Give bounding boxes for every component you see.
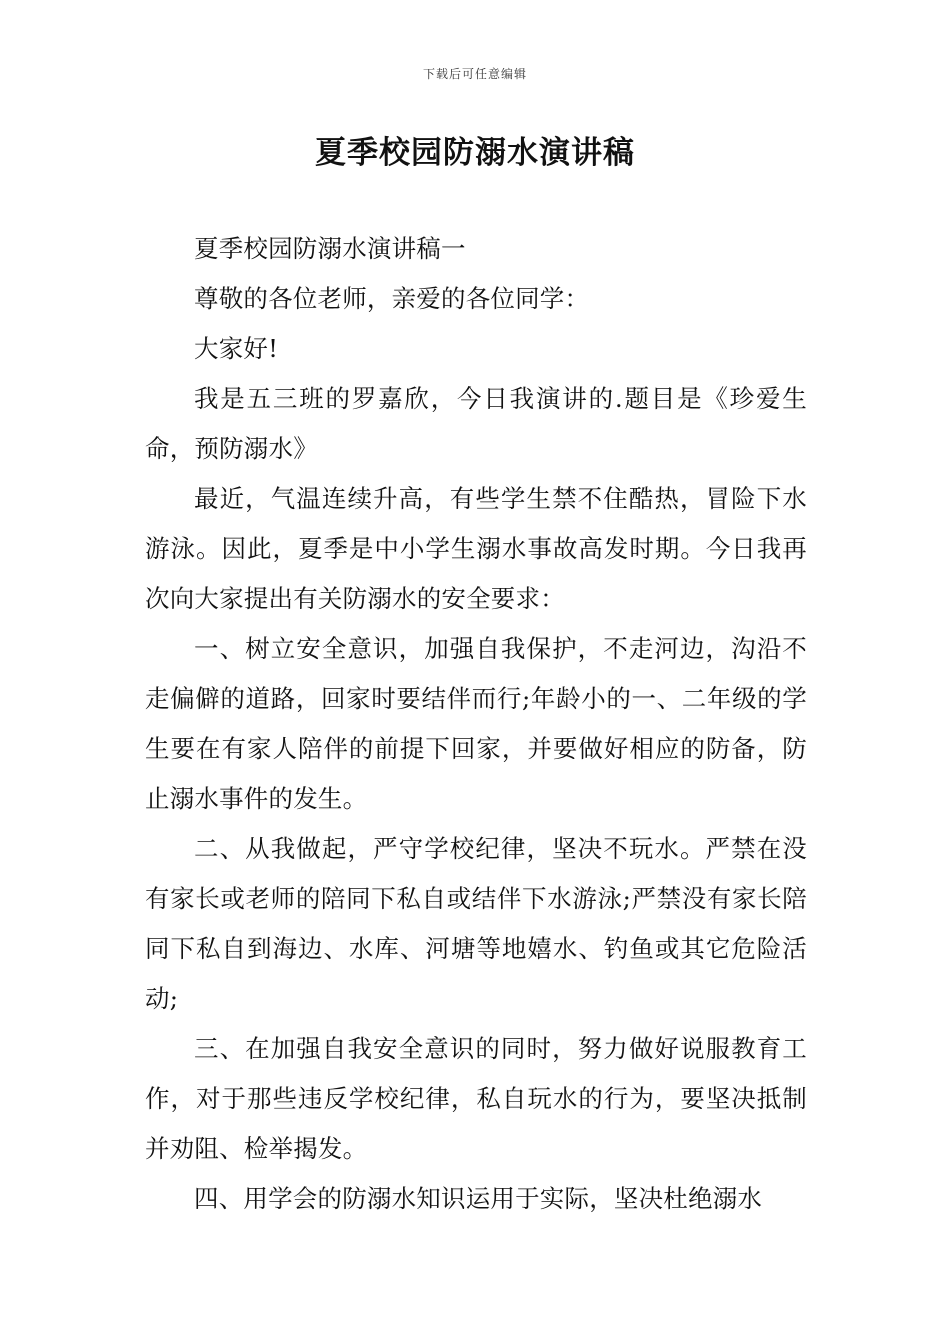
paragraph-subtitle: 夏季校园防溺水演讲稿一: [194, 234, 466, 263]
paragraph-salutation: 尊敬的各位老师，亲爱的各位同学：: [194, 284, 590, 313]
paragraph-point-two: 二、从我做起，严守学校纪律，坚决不玩水。严禁在没有家长或老师的陪同下私自或结伴下水游泳;严禁没有家长陪同下私自到海边、水库、河塘等地嬉水、钓鱼或其它危险活动;: [145, 834, 807, 1013]
paragraph-context: 最近，气温连续升高，有些学生禁不住酷热，冒险下水游泳。因此，夏季是中小学生溺水事故高发时期。今日我再次向大家提出有关防溺水的安全要求：: [145, 484, 807, 613]
paragraph-point-three: 三、在加强自我安全意识的同时，努力做好说服教育工作，对于那些违反学校纪律，私自玩水的行为，要坚决抵制并劝阻、检举揭发。: [145, 1034, 807, 1163]
paragraph-introduction: 我是五三班的罗嘉欣，今日我演讲的.题目是《珍爱生命，预防溺水》: [145, 384, 807, 463]
header-note: 下载后可任意编辑: [422, 67, 527, 81]
paragraph-greeting: 大家好!: [194, 334, 279, 363]
document-title: 夏季校园防溺水演讲稿: [315, 135, 635, 171]
paragraph-point-one: 一、树立安全意识，加强自我保护，不走河边，沟沿不走偏僻的道路，回家时要结伴而行;年龄小的一、二年级的学生要在有家人陪伴的前提下回家，并要做好相应的防备，防止溺水事件的发生。: [145, 634, 807, 813]
paragraph-point-four: 四、用学会的防溺水知识运用于实际，坚决杜绝溺水: [194, 1184, 763, 1213]
document-body: [145, 224, 807, 1224]
